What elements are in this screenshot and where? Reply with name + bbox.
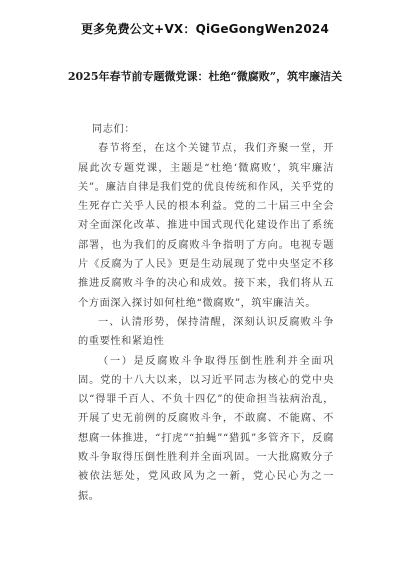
watermark-header: 更多免费公文+VX：QiGeGongWen2024	[80, 22, 329, 36]
greeting: 同志们：	[92, 124, 136, 135]
subsection-paragraph: （一）是反腐败斗争取得压倒性胜利并全面巩固。党的十八大以来，以习近平同志为核心的党中央以“得罪千百人、不负十四亿”的使命担当祛病治乱，开展了史无前例的反腐败斗争，不敢腐、不能腐、不想腐一体推进，“打虎”“拍蝇”“猎狐”多管齐下，反腐败斗争取得压倒性胜利并全面巩固。一大批腐败分子被依法惩处，党风政风为之一新，党心民心为之一振。	[78, 355, 334, 502]
section-heading: 一、认清形势，保持清醒，深刻认识反腐败斗争的重要性和紧迫性	[78, 316, 334, 348]
intro-paragraph: 春节将至，在这个关键节点，我们齐聚一堂，开展此次专题党课，主题是“杜绝‘微腐败’，筑牢廉洁关”。廉洁自律是我们党的优良传统和作风，关乎党的生死存亡关乎人民的根本利益。党的二十届三中全会对全面深化改革、推进中国式现代化建设作出了系统部署，也为我们的反腐败斗争指明了方向。电视专题片《反腐为了人民》更是生动展现了党中央坚定不移推进反腐败斗争的决心和成效。接下来，我们将从五个方面深入探讨如何杜绝“微腐败”，筑牢廉洁关。	[78, 143, 334, 309]
document-body	[78, 120, 334, 506]
document-title: 2025年春节前专题微党课：杜绝“微腐败”，筑牢廉洁关	[67, 70, 343, 83]
